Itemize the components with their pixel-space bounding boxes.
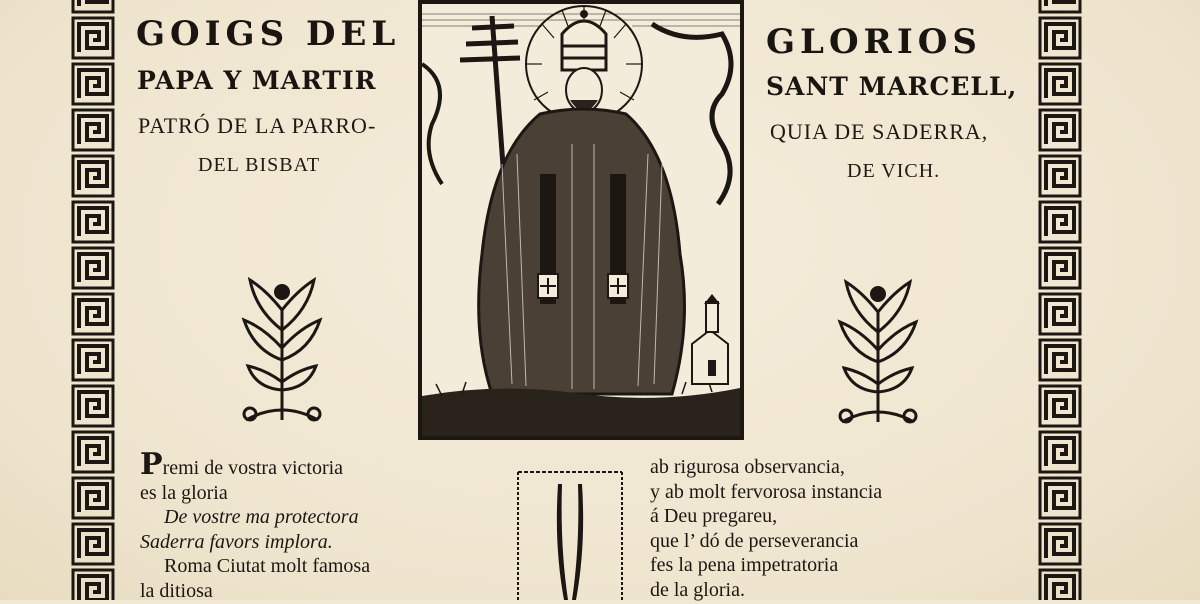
verses-right-column (650, 455, 882, 602)
verse-line: Saderra favors implora. (140, 530, 333, 553)
greek-key-border-icon (70, 0, 116, 600)
verse-line: ab rigurosa observancia, (650, 456, 845, 478)
heading-de-vich: DE VICH. (847, 160, 941, 182)
fleuron-right (832, 272, 924, 432)
heading-goigs-del: GOIGS DEL (136, 14, 401, 54)
center-ornament-divider (514, 466, 626, 600)
heading-del-bisbat: DEL BISBAT (198, 154, 321, 176)
verse-line: fes la pena impetratoria (650, 554, 839, 576)
heading-sant-marcell: SANT MARCELL, (766, 72, 1018, 101)
verse-line: de la gloria. (650, 578, 745, 601)
greek-key-border-left (70, 0, 116, 600)
verse-line: á Deu pregareu, (650, 505, 778, 527)
verse-line (140, 447, 370, 482)
drop-cap: P (140, 447, 163, 482)
verse-line: Roma Ciutat molt famosa (164, 555, 371, 577)
acanthus-fleuron-icon (832, 272, 924, 432)
verse-line: y ab molt fervorosa instancia (650, 480, 883, 503)
fleuron-left (236, 270, 328, 430)
verse-text: remi de vostra victoria (162, 457, 344, 479)
saint-pope-woodcut-icon (422, 4, 740, 436)
heading-papa-y-martir: PAPA Y MARTIR (137, 66, 377, 95)
verse-line: De vostre ma protectora (164, 506, 359, 528)
heading-patro-line: PATRÓ DE LA PARRO- (138, 113, 377, 138)
verse-line: que l’ dó de perseverancia (650, 529, 859, 552)
greek-key-border-icon (1037, 0, 1083, 600)
ornamental-rule-icon (514, 466, 626, 600)
acanthus-fleuron-icon (236, 270, 328, 430)
verses-left-column (140, 447, 371, 603)
verse-line: es la gloria (140, 481, 228, 504)
saint-marcell-woodcut (418, 0, 744, 440)
heading-glorios: GLORIOS (766, 22, 982, 62)
greek-key-border-right (1037, 0, 1083, 600)
verse-line: la ditiosa (140, 579, 213, 602)
heading-quia-line: QUIA DE SADERRA, (770, 119, 989, 144)
